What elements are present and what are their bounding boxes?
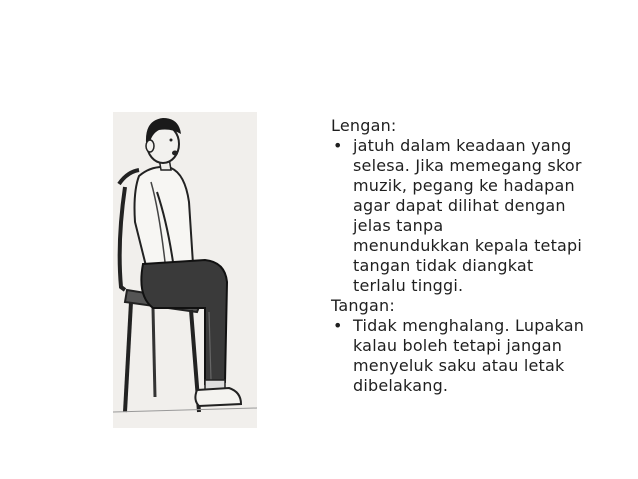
text-line: kalau boleh tetapi jangan [353,336,563,355]
bullet-item-hands [331,316,621,396]
heading-hands: Tangan: [331,296,395,315]
text-content [331,116,621,396]
text-line: Tidak menghalang. Lupakan [353,316,585,335]
text-line: selesa. Jika memegang skor [353,156,582,175]
section-hands [331,296,621,396]
text-line: dibelakang. [353,376,449,395]
bullet-glyph: • [333,316,343,335]
text-line: menundukkan kepala tetapi [353,236,583,255]
bullet-glyph: • [333,136,343,155]
heading-arms: Lengan: [331,116,397,135]
text-line: jelas tanpa [353,216,444,235]
text-line: muzik, pegang ke hadapan [353,176,575,195]
seated-boy-illustration [113,112,257,428]
section-arms [331,116,621,296]
text-line: menyeluk saku atau letak [353,356,565,375]
text-line: terlalu tinggi. [353,276,464,295]
bullet-item-arms [331,136,621,296]
text-line: agar dapat dilihat dengan [353,196,566,215]
seated-boy-drawing-icon [113,112,257,428]
text-line: jatuh dalam keadaan yang [353,136,572,155]
text-line: tangan tidak diangkat [353,256,534,275]
